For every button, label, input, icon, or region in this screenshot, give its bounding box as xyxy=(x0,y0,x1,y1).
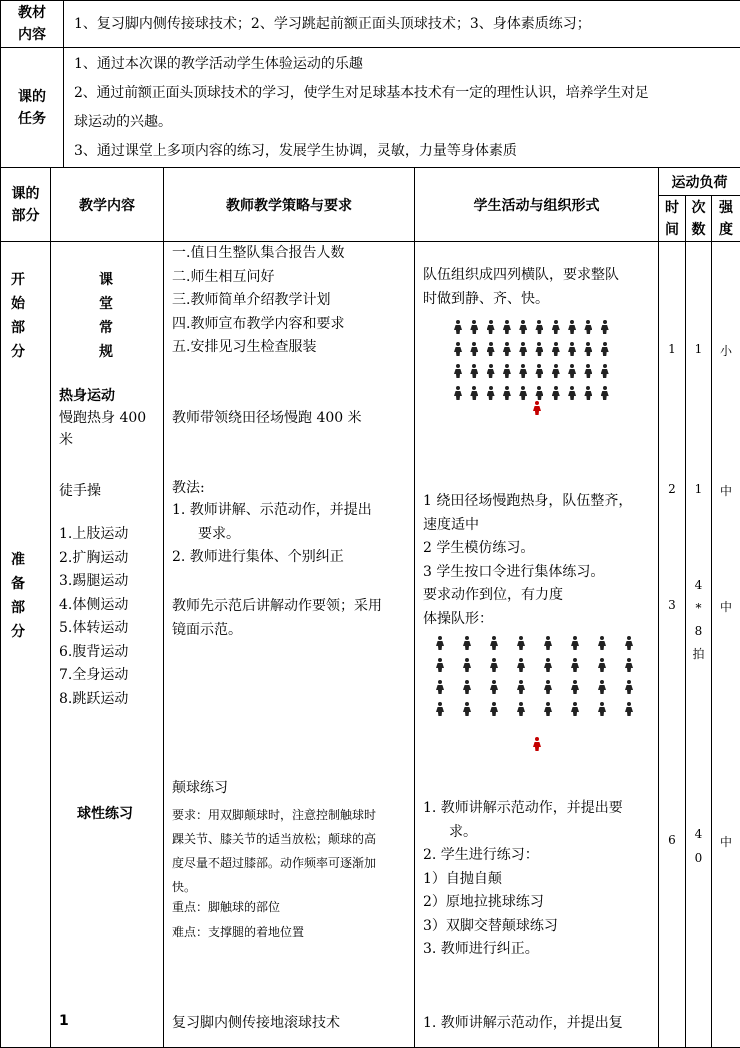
time-column xyxy=(659,242,686,1048)
juggle-req-line: 快。 xyxy=(172,875,412,899)
prep-section-label xyxy=(11,548,25,644)
warmup-desc-line1: 慢跑热身 400 xyxy=(59,407,146,429)
demo-note xyxy=(172,595,382,642)
warmup-desc-line2: 米 xyxy=(59,429,146,451)
student-figure-icon xyxy=(534,320,544,334)
student-figure-icon xyxy=(567,320,577,334)
count-column xyxy=(686,242,712,1048)
student-figure-icon xyxy=(583,342,593,356)
difficulty-point: 难点：支撑腿的着地位置 xyxy=(172,923,304,940)
student-figure-icon xyxy=(462,680,472,694)
student-figure-icon xyxy=(462,636,472,650)
student-figure-icon xyxy=(624,658,634,672)
student-figure-icon xyxy=(570,702,580,716)
routine-step: 二.师生相互问好 xyxy=(172,266,344,290)
material-text: 1、复习脚内侧传接球技术；2、学习跳起前额正面头顶球技术；3、身体素质练习； xyxy=(64,1,740,48)
section-header-line1: 课的 xyxy=(1,183,50,205)
warm-line: 1 绕田径场慢跑热身，队伍整齐， xyxy=(423,490,632,514)
intensity-header xyxy=(712,196,740,242)
count-part: 8 xyxy=(686,620,711,643)
count-value: 1 xyxy=(686,482,711,496)
activity-column xyxy=(415,242,659,1048)
student-figure-icon xyxy=(570,658,580,672)
content-column xyxy=(51,242,164,1048)
student-figure-icon xyxy=(489,658,499,672)
student-figure-icon xyxy=(534,342,544,356)
count-header-line1: 次 xyxy=(686,197,711,219)
student-figure-icon xyxy=(435,680,445,694)
lesson-plan-table xyxy=(0,167,740,1048)
student-figure-icon xyxy=(486,364,496,378)
student-figure-icon xyxy=(624,636,634,650)
juggle-req-line: 度尽量不超过膝部。动作频率可逐渐加 xyxy=(172,851,412,875)
ball-activity xyxy=(423,797,623,962)
juggle-req-line: 踝关节、膝关节的适当放松；颠球的高 xyxy=(172,827,412,851)
section-column xyxy=(1,242,51,1048)
review-activity: 1. 教师讲解示范动作，并提出复 xyxy=(423,1012,623,1032)
student-figure-icon xyxy=(435,636,445,650)
count-part: 4 xyxy=(686,822,711,846)
task-text xyxy=(64,48,740,168)
warm-line: 3 学生按口令进行集体练习。 xyxy=(423,561,632,585)
routine-steps xyxy=(172,242,344,360)
start-section-label xyxy=(11,268,25,364)
juggle-req-line: 要求：用双脚颠球时，注意控制触球时 xyxy=(172,803,412,827)
student-figure-icon xyxy=(567,386,577,400)
count-part: 拍 xyxy=(686,643,711,666)
student-figure-icon xyxy=(600,342,610,356)
student-figure-icon xyxy=(453,386,463,400)
student-figure-icon xyxy=(518,342,528,356)
load-header: 运动负荷 xyxy=(659,168,740,196)
student-figure-icon xyxy=(600,386,610,400)
formation-note xyxy=(423,264,619,311)
key-point: 重点：脚触球的部位 xyxy=(172,898,280,915)
lesson-info-table xyxy=(0,0,740,168)
time-value: 1 xyxy=(659,342,685,356)
student-figure-icon xyxy=(489,680,499,694)
material-label xyxy=(1,1,64,48)
task-label-line2: 任务 xyxy=(1,108,63,130)
method-title: 教法: xyxy=(172,477,205,497)
student-figure-icon xyxy=(567,342,577,356)
routine-label xyxy=(99,268,113,364)
drill-item: 2.扩胸运动 xyxy=(59,547,128,571)
formation-line: 队伍组织成四列横队，要求整队 xyxy=(423,264,619,288)
student-figure-icon xyxy=(486,386,496,400)
activity-header: 学生活动与组织形式 xyxy=(415,168,659,242)
task-label-line1: 课的 xyxy=(1,86,63,108)
student-figure-icon xyxy=(469,342,479,356)
start-char: 开 xyxy=(11,268,25,292)
student-figure-icon xyxy=(570,636,580,650)
student-figure-icon xyxy=(518,364,528,378)
student-figure-icon xyxy=(570,680,580,694)
routine-step: 一.值日生整队集合报告人数 xyxy=(172,242,344,266)
warmup-title: 热身运动 xyxy=(59,385,115,405)
drill-item: 8.跳跃运动 xyxy=(59,688,128,712)
student-figure-icon xyxy=(543,680,553,694)
time-value: 3 xyxy=(659,598,685,612)
student-figure-icon xyxy=(516,702,526,716)
teacher-figure-icon xyxy=(532,737,542,751)
drill-item: 1.上肢运动 xyxy=(59,523,128,547)
review-item: 复习脚内侧传接地滚球技术 xyxy=(172,1012,340,1032)
drill-title: 徒手操 xyxy=(59,480,101,500)
student-figure-icon xyxy=(583,364,593,378)
intensity-value: 中 xyxy=(712,482,740,499)
student-figure-icon xyxy=(597,658,607,672)
warm-line: 2 学生模仿练习。 xyxy=(423,537,632,561)
student-figure-icon xyxy=(518,320,528,334)
drill-list xyxy=(59,523,128,711)
intensity-header-line1: 强 xyxy=(712,197,740,219)
student-figure-icon xyxy=(551,364,561,378)
student-figure-icon xyxy=(453,342,463,356)
time-value: 2 xyxy=(659,482,685,496)
student-figure-icon xyxy=(516,680,526,694)
ball-line: 2. 学生进行练习： xyxy=(423,844,623,868)
prep-char: 准 xyxy=(11,548,25,572)
student-figure-icon xyxy=(624,680,634,694)
intensity-value: 小 xyxy=(712,342,740,359)
student-figure-icon xyxy=(489,702,499,716)
task-line: 1、通过本次课的教学活动学生体验运动的乐趣 xyxy=(74,50,740,79)
student-figure-icon xyxy=(462,702,472,716)
prep-char: 分 xyxy=(11,620,25,644)
student-figure-icon xyxy=(551,386,561,400)
student-figure-icon xyxy=(469,320,479,334)
student-figure-icon xyxy=(543,658,553,672)
student-figure-icon xyxy=(516,658,526,672)
routine-step: 三.教师简单介绍教学计划 xyxy=(172,289,344,313)
method-list xyxy=(172,499,372,570)
next-item-number: 1 xyxy=(59,1013,69,1029)
routine-step: 五.安排见习生检查服装 xyxy=(172,336,344,360)
section-header-line2: 部分 xyxy=(1,205,50,227)
student-figure-icon xyxy=(435,658,445,672)
count-part: 0 xyxy=(686,846,711,870)
juggle-requirements xyxy=(172,803,412,899)
material-label-line1: 教材 xyxy=(1,2,63,24)
start-char: 分 xyxy=(11,340,25,364)
ball-line: 3）双脚交替颠球练习 xyxy=(423,915,623,939)
material-label-line2: 内容 xyxy=(1,24,63,46)
student-figure-icon xyxy=(543,636,553,650)
student-figure-icon xyxy=(469,386,479,400)
demo-line: 镜面示范。 xyxy=(172,619,382,643)
student-figure-icon xyxy=(435,702,445,716)
count-part: 4 xyxy=(686,574,711,597)
task-label xyxy=(1,48,64,168)
student-figure-icon xyxy=(551,342,561,356)
routine-char: 常 xyxy=(99,316,113,340)
time-header-line2: 间 xyxy=(659,219,685,241)
teacher-figure-icon xyxy=(532,401,542,415)
time-value: 6 xyxy=(659,833,685,847)
student-figure-icon xyxy=(600,320,610,334)
student-figure-icon xyxy=(502,320,512,334)
routine-step: 四.教师宣布教学内容和要求 xyxy=(172,313,344,337)
time-header-line1: 时 xyxy=(659,197,685,219)
ball-line: 2）原地拉挑球练习 xyxy=(423,891,623,915)
student-figure-icon xyxy=(502,386,512,400)
formation-line: 时做到静、齐、快。 xyxy=(423,288,619,312)
student-figure-icon xyxy=(600,364,610,378)
juggle-title: 颠球练习 xyxy=(172,777,228,797)
student-figure-icon xyxy=(453,364,463,378)
student-figure-icon xyxy=(469,364,479,378)
student-figure-icon xyxy=(597,680,607,694)
student-figure-icon xyxy=(502,364,512,378)
start-char: 始 xyxy=(11,292,25,316)
student-figure-icon xyxy=(624,702,634,716)
student-figure-icon xyxy=(486,342,496,356)
prep-char: 备 xyxy=(11,572,25,596)
student-figure-icon xyxy=(534,386,544,400)
intensity-value: 中 xyxy=(712,598,740,615)
ball-line: 3. 教师进行纠正。 xyxy=(423,938,623,962)
drill-item: 3.踢腿运动 xyxy=(59,570,128,594)
intensity-column xyxy=(712,242,740,1048)
time-header xyxy=(659,196,686,242)
method-item-cont: 要求。 xyxy=(172,523,372,547)
drill-item: 7.全身运动 xyxy=(59,664,128,688)
student-figure-icon xyxy=(486,320,496,334)
count-header xyxy=(686,196,712,242)
count-part: * xyxy=(686,597,711,620)
student-figure-icon xyxy=(597,636,607,650)
count-value: 1 xyxy=(686,342,711,356)
routine-char: 堂 xyxy=(99,292,113,316)
student-figure-icon xyxy=(516,636,526,650)
start-char: 部 xyxy=(11,316,25,340)
count-value-stack xyxy=(686,574,711,666)
prep-char: 部 xyxy=(11,596,25,620)
demo-line: 教师先示范后讲解动作要领；采用 xyxy=(172,595,382,619)
warm-line: 要求动作到位，有力度 xyxy=(423,584,632,608)
warmup-instruction: 教师带领绕田径场慢跑 400 米 xyxy=(172,407,362,427)
content-header: 教学内容 xyxy=(51,168,164,242)
intensity-header-line2: 度 xyxy=(712,219,740,241)
student-figure-icon xyxy=(453,320,463,334)
drill-item: 6.腹背运动 xyxy=(59,641,128,665)
warm-line: 速度适中 xyxy=(423,514,632,538)
method-item: 2. 教师进行集体、个别纠正 xyxy=(172,546,372,570)
task-line: 球运动的兴趣。 xyxy=(74,108,740,137)
ball-practice-title: 球性练习 xyxy=(77,803,133,823)
student-figure-icon xyxy=(567,364,577,378)
student-figure-icon xyxy=(583,386,593,400)
formation-diagram-1 xyxy=(453,320,610,400)
task-line: 2、通过前额正面头顶球技术的学习，使学生对足球基本技术有一定的理性认识，培养学生对足 xyxy=(74,79,740,108)
drill-item: 5.体转运动 xyxy=(59,617,128,641)
strategy-header: 教师教学策略与要求 xyxy=(164,168,415,242)
student-figure-icon xyxy=(583,320,593,334)
routine-char: 规 xyxy=(99,340,113,364)
drill-item: 4.体侧运动 xyxy=(59,594,128,618)
ball-line: 1. 教师讲解示范动作，并提出要 xyxy=(423,797,623,821)
section-header xyxy=(1,168,51,242)
intensity-value: 中 xyxy=(712,833,740,850)
count-header-line2: 数 xyxy=(686,219,711,241)
student-figure-icon xyxy=(518,386,528,400)
student-figure-icon xyxy=(597,702,607,716)
method-item: 1. 教师讲解、示范动作，并提出 xyxy=(172,499,372,523)
student-figure-icon xyxy=(534,364,544,378)
student-figure-icon xyxy=(502,342,512,356)
warm-line: 体操队形： xyxy=(423,608,632,632)
routine-char: 课 xyxy=(99,268,113,292)
formation-diagram-2 xyxy=(435,636,634,716)
warmup-activity xyxy=(423,490,632,631)
student-figure-icon xyxy=(462,658,472,672)
strategy-column xyxy=(164,242,415,1048)
task-line: 3、通过课堂上多项内容的练习，发展学生协调，灵敏，力量等身体素质 xyxy=(74,137,740,166)
ball-line: 1）自抛自颠 xyxy=(423,868,623,892)
student-figure-icon xyxy=(543,702,553,716)
ball-line: 求。 xyxy=(423,821,623,845)
student-figure-icon xyxy=(551,320,561,334)
warmup-desc xyxy=(59,407,146,451)
student-figure-icon xyxy=(489,636,499,650)
count-value-stack xyxy=(686,822,711,870)
